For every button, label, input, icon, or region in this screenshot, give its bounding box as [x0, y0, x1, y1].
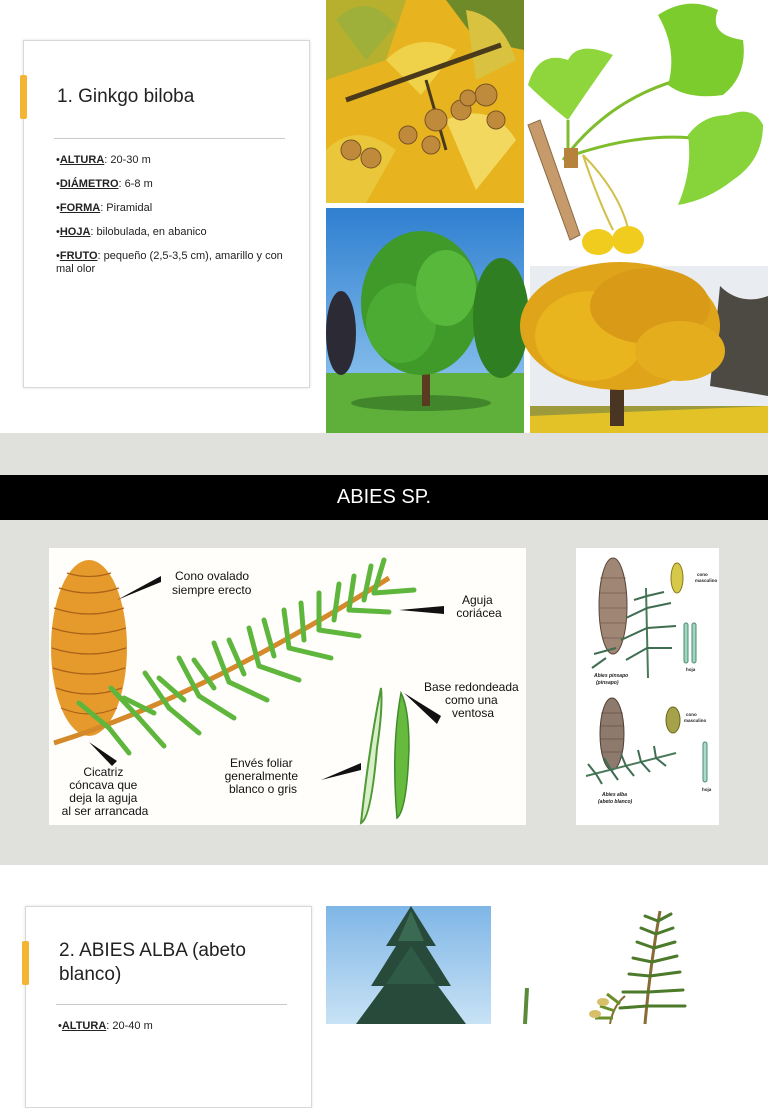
- alba-title: 2. ABIES ALBA (abeto blanco): [59, 940, 246, 985]
- fact-fruit: •FRUTO: pequeño (2,5-3,5 cm), amarillo y con mal olor: [56, 250, 283, 275]
- ginkgo-facts-list: [56, 154, 287, 287]
- species-label-pinsapo: Abies pinsapo (pinsapo): [594, 673, 629, 686]
- base-label: Base redondeada como una ventosa: [423, 680, 519, 720]
- ginkgo-info-card: [23, 40, 310, 388]
- ginkgo-autumn-tree-photo: [530, 266, 768, 433]
- alba-twig-illustration: [495, 906, 768, 1024]
- alba-tree-photo: [326, 906, 491, 1024]
- scar-label: Cicatriz cóncava que deja la aguja al ser arrancada: [61, 765, 149, 818]
- male-cone-label-top: cono masculino: [695, 572, 718, 583]
- title-accent-bar: [20, 75, 27, 119]
- fact-height: •ALTURA: 20-30 m: [56, 154, 151, 166]
- fact-leaf: •HOJA: bilobulada, en abanico: [56, 226, 207, 238]
- ginkgo-fruit-photo: [326, 0, 524, 203]
- male-cone-label-bottom: cono masculino: [684, 712, 707, 723]
- alba-facts-list: [58, 1020, 289, 1044]
- alba-info-card: [25, 906, 312, 1108]
- title-divider: [54, 138, 285, 139]
- underside-label: Envés foliar generalmente blanco o gris: [224, 756, 299, 796]
- title-divider: [56, 1004, 287, 1005]
- ginkgo-slide: [0, 0, 768, 433]
- abies-slide: [0, 433, 768, 865]
- needle-label: Aguja coriácea: [456, 593, 502, 620]
- species-label-alba: Abies alba (abeto blanco): [598, 792, 633, 805]
- cone-label: Cono ovalado siempre erecto: [172, 569, 252, 597]
- abies-alba-slide: [0, 865, 768, 1032]
- ginkgo-green-tree-photo: [326, 208, 524, 433]
- abies-species-plate: [576, 548, 719, 825]
- fact-height: •ALTURA: 20-40 m: [58, 1020, 153, 1032]
- leaf-label-bottom: hoja: [702, 787, 712, 792]
- ginkgo-title: 1. Ginkgo biloba: [57, 86, 195, 107]
- fact-shape: •FORMA: Piramidal: [56, 202, 153, 214]
- section-banner: ABIES SP.: [0, 475, 768, 520]
- title-accent-bar: [22, 941, 29, 985]
- ginkgo-leaf-illustration: [528, 0, 768, 262]
- fact-diameter: •DIÁMETRO: 6-8 m: [56, 178, 153, 190]
- leaf-label-top: hoja: [686, 667, 696, 672]
- abies-branch-diagram: [49, 548, 526, 825]
